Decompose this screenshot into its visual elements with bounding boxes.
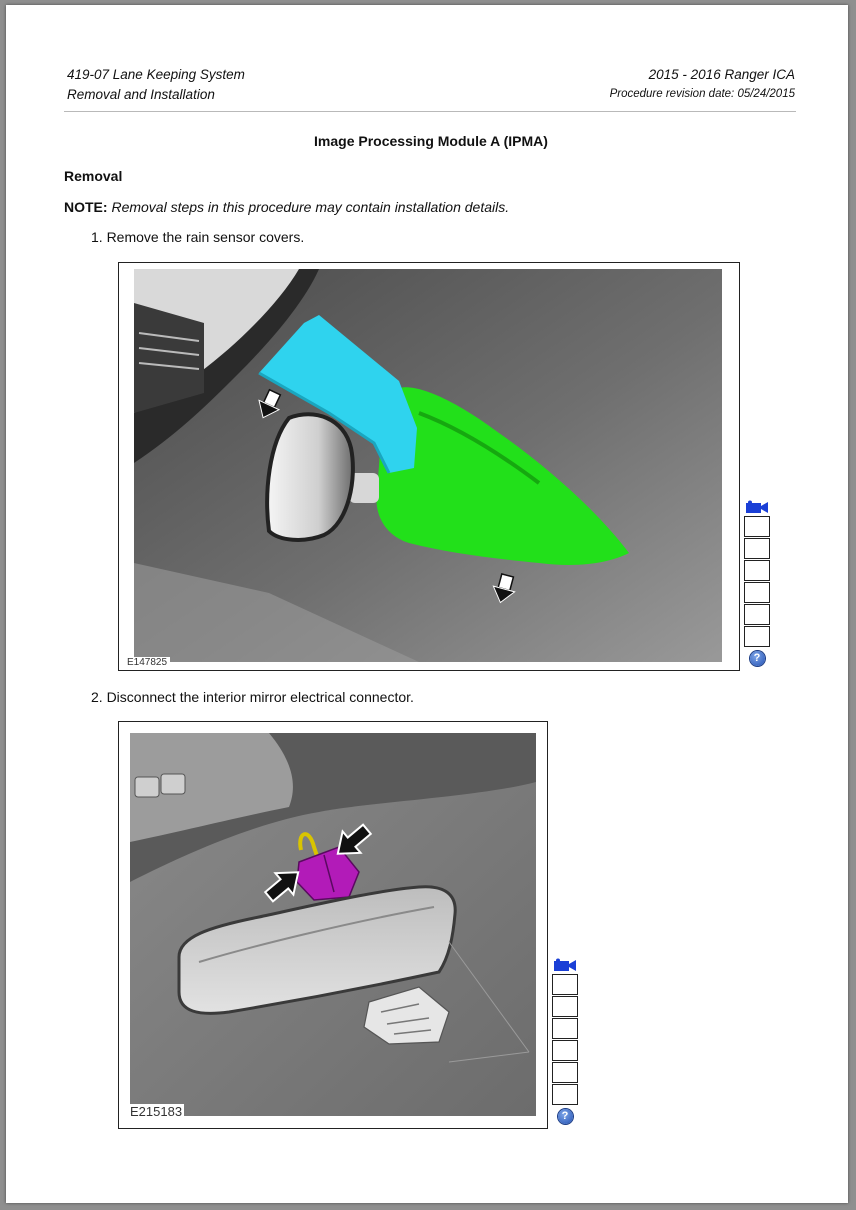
note-label: NOTE: — [64, 199, 108, 215]
page-title: Image Processing Module A (IPMA) — [314, 133, 548, 149]
mirror-connector-illustration — [119, 722, 547, 1128]
document-page — [6, 5, 848, 1203]
header-divider — [64, 111, 796, 112]
figure-2-controls — [552, 958, 578, 1124]
step-frame-button[interactable] — [552, 1018, 578, 1039]
step-frame-button[interactable] — [552, 1040, 578, 1061]
figure-mirror-connector[interactable] — [118, 721, 548, 1129]
note-text: Removal steps in this procedure may contain installation details. — [111, 199, 510, 215]
header-revision-date: Procedure revision date: 05/24/2015 — [609, 88, 795, 100]
figure-1-controls — [744, 500, 770, 666]
video-camera-icon[interactable] — [745, 500, 769, 514]
step-frame-button[interactable] — [552, 974, 578, 995]
step-frame-button[interactable] — [744, 582, 770, 603]
figure-id-label: E215183 — [130, 1104, 183, 1119]
figure-id-label: E147825 — [124, 657, 170, 668]
step-frame-button[interactable] — [744, 560, 770, 581]
header-system: 419-07 Lane Keeping System — [67, 67, 245, 82]
step-frame-button[interactable] — [552, 1062, 578, 1083]
figure-rain-sensor-covers[interactable] — [118, 262, 740, 671]
rain-sensor-illustration — [119, 263, 739, 670]
step-frame-button[interactable] — [744, 516, 770, 537]
video-camera-icon[interactable] — [553, 958, 577, 972]
step-1-text: 1. Remove the rain sensor covers. — [91, 229, 305, 245]
header-vehicle: 2015 - 2016 Ranger ICA — [648, 67, 795, 82]
help-icon[interactable]: ? — [750, 651, 765, 666]
step-2-text: 2. Disconnect the interior mirror electrical connector. — [91, 689, 414, 705]
header-procedure-type: Removal and Installation — [67, 87, 215, 102]
section-heading: Removal — [64, 168, 123, 184]
step-frame-button[interactable] — [744, 626, 770, 647]
help-icon[interactable]: ? — [558, 1109, 573, 1124]
step-frame-button[interactable] — [744, 538, 770, 559]
step-frame-button[interactable] — [744, 604, 770, 625]
step-frame-button[interactable] — [552, 1084, 578, 1105]
note — [64, 199, 509, 215]
step-frame-button[interactable] — [552, 996, 578, 1017]
